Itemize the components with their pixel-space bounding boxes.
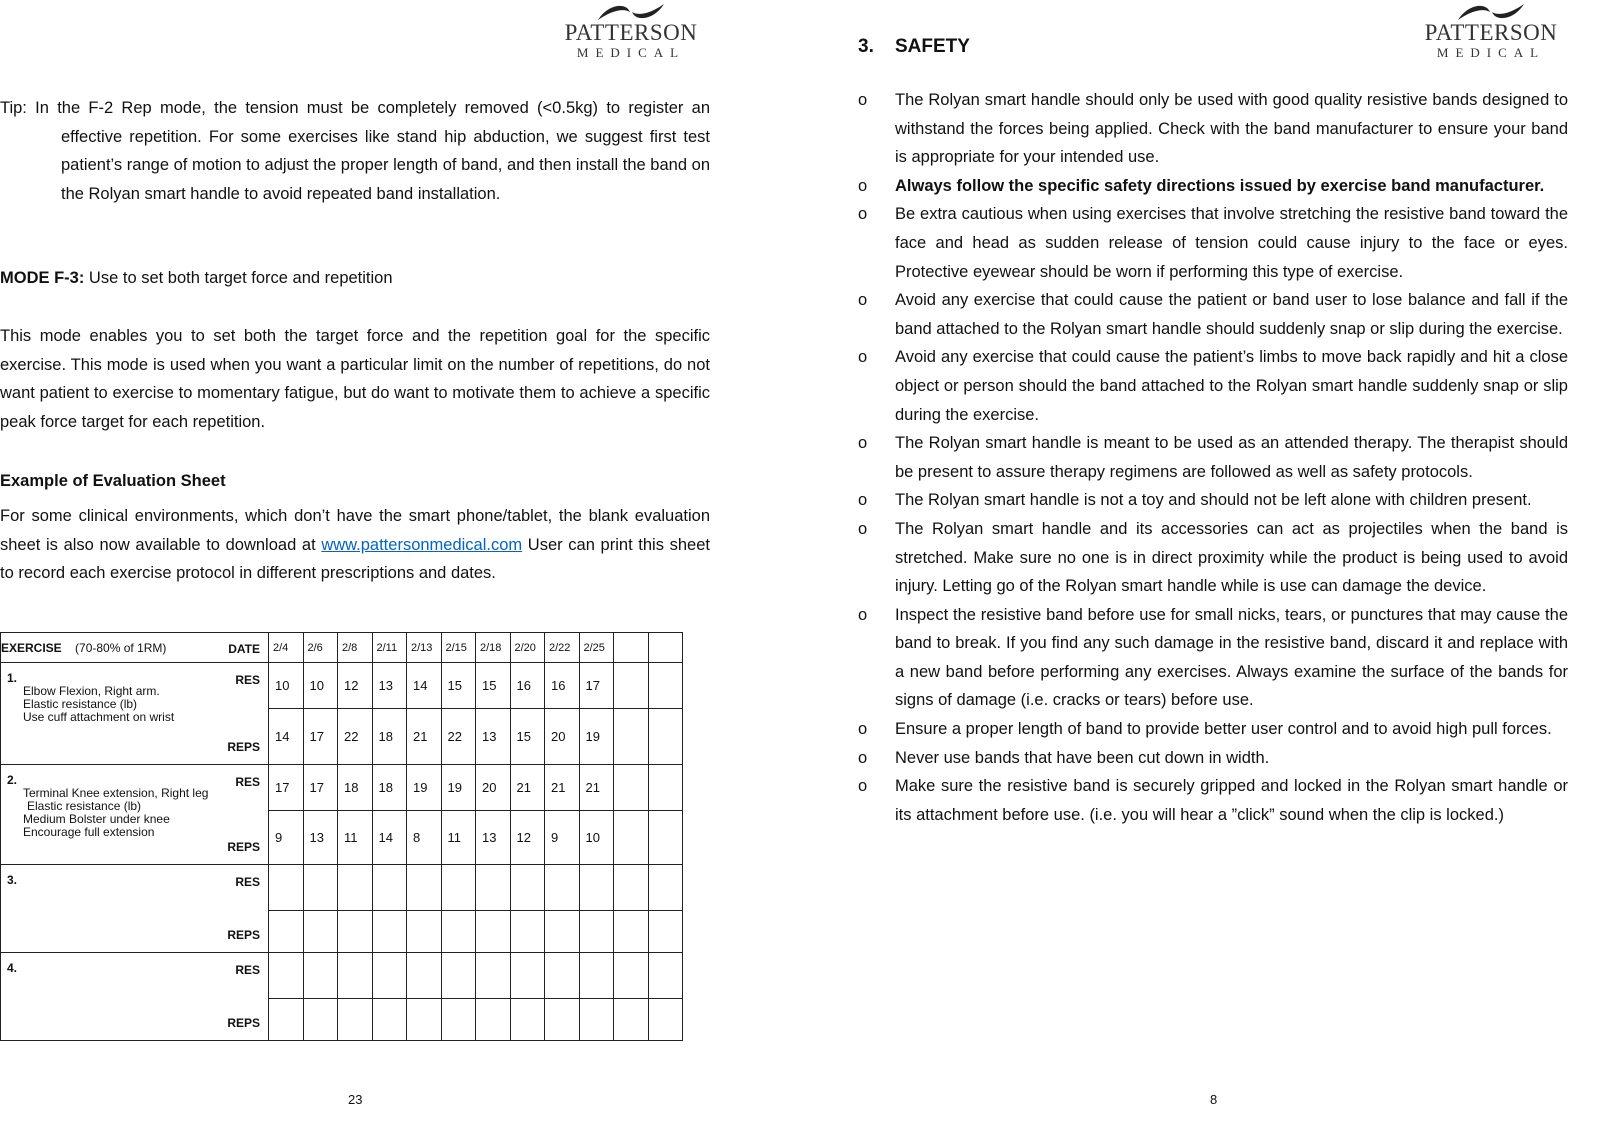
res-value-cell xyxy=(579,865,614,911)
safety-item-text: Ensure a proper length of band to provide better user control and to avoid high pull forces. xyxy=(895,720,1552,739)
date-cell: 2/15 xyxy=(441,633,476,663)
res-value-cell xyxy=(510,865,545,911)
res-value-cell: 10 xyxy=(269,663,304,709)
res-value-cell xyxy=(303,953,338,999)
res-value-cell xyxy=(441,953,476,999)
res-value-cell xyxy=(545,865,580,911)
res-value-cell xyxy=(614,865,649,911)
reps-value-cell xyxy=(441,999,476,1041)
res-value-cell: 14 xyxy=(407,663,442,709)
date-cell: 2/8 xyxy=(338,633,373,663)
reps-value-cell xyxy=(648,811,683,865)
patterson-website-link[interactable]: www.pattersonmedical.com xyxy=(321,535,523,554)
safety-item-text: Make sure the resistive band is securely gripped and locked in the Rolyan smart handle or its attachment before use. (i.e. you will hear a ”click” sound when the clip is locked.) xyxy=(895,777,1568,824)
mode-f3-label: MODE F-3: xyxy=(0,269,85,287)
bullet-icon: o xyxy=(858,291,868,310)
safety-item-text: Be extra cautious when using exercises that involve stretching the resistive band toward the face and head as sudden release of tension could cause injury to the face or eyes. Protective eyewear should be worn if performing this type of exercise. xyxy=(895,205,1568,281)
res-row xyxy=(1,865,683,911)
exercise-number: 1. xyxy=(7,671,18,685)
res-value-cell: 17 xyxy=(269,765,304,811)
bullet-icon: o xyxy=(858,605,868,624)
example-heading: Example of Evaluation Sheet xyxy=(0,472,226,490)
safety-item xyxy=(858,744,1568,773)
reps-value-cell xyxy=(545,911,580,953)
safety-item-text: Inspect the resistive band before use for small nicks, tears, or punctures that may cause the band to break. If you find any such damage in the resistive band, discard it and replace with a new band before performing any exercises. Always examine the surface of the bands for signs of damage (i.e. cracks or tears) before use. xyxy=(895,605,1568,710)
safety-item xyxy=(858,515,1568,601)
res-row xyxy=(1,765,683,811)
safety-item xyxy=(858,343,1568,429)
safety-item xyxy=(858,486,1568,515)
reps-value-cell: 21 xyxy=(407,709,442,765)
bullet-icon: o xyxy=(858,348,868,367)
safety-item xyxy=(858,429,1568,486)
safety-item-text: Always follow the specific safety directions issued by exercise band manufacturer. xyxy=(895,176,1545,195)
safety-item xyxy=(858,715,1568,744)
reps-value-cell: 11 xyxy=(338,811,373,865)
patterson-logo-left xyxy=(556,0,706,70)
mode-f3-description: This mode enables you to set both the target force and the repetition goal for the specific exercise. This mode is used when you want a particular limit on the number of repetitions, do not want patient to exercise to momentary fatigue, but do want to motivate them to achieve a specific peak force target for each repetition. xyxy=(0,327,710,431)
reps-value-cell: 13 xyxy=(303,811,338,865)
table-header-row xyxy=(1,633,683,663)
logo-name: PATTERSON xyxy=(564,20,698,45)
reps-value-cell xyxy=(338,911,373,953)
exercise-number: 3. xyxy=(7,873,18,887)
reps-value-cell xyxy=(303,911,338,953)
reps-value-cell: 8 xyxy=(407,811,442,865)
reps-value-cell: 14 xyxy=(269,709,304,765)
res-value-cell: 15 xyxy=(441,663,476,709)
exercise-notes xyxy=(23,787,208,839)
exercise-note-line: Medium Bolster under knee xyxy=(23,812,170,826)
safety-item xyxy=(858,772,1568,829)
safety-title: 3. SAFETY xyxy=(858,36,970,57)
tip-text: Tip: In the F-2 Rep mode, the tension must be completely removed (<0.5kg) to register an effective repetition. For some exercises like stand hip abduction, we suggest first test patient’s range of motion to adjust the proper length of band, and then install the band on the Rolyan smart handle to avoid repeated band installation. xyxy=(0,99,710,203)
res-value-cell xyxy=(648,765,683,811)
exercise-description-cell xyxy=(1,865,269,953)
res-value-cell xyxy=(510,953,545,999)
reps-value-cell xyxy=(303,999,338,1041)
res-value-cell: 18 xyxy=(372,765,407,811)
exercise-description-cell xyxy=(1,765,269,865)
date-cell: 2/4 xyxy=(269,633,304,663)
date-cell xyxy=(614,633,649,663)
res-value-cell: 21 xyxy=(510,765,545,811)
reps-value-cell xyxy=(510,911,545,953)
bullet-icon: o xyxy=(858,777,868,796)
res-label: RES xyxy=(235,775,260,789)
safety-item xyxy=(858,172,1568,201)
safety-item xyxy=(858,601,1568,715)
reps-value-cell: 22 xyxy=(441,709,476,765)
res-value-cell xyxy=(614,663,649,709)
safety-item-text: The Rolyan smart handle is meant to be used as an attended therapy. The therapist should be present to assure therapy regimens are followed as well as safety protocols. xyxy=(895,434,1568,481)
safety-list xyxy=(858,86,1568,829)
reps-value-cell xyxy=(648,911,683,953)
reps-value-cell xyxy=(545,999,580,1041)
res-value-cell: 16 xyxy=(510,663,545,709)
exercise-note-line: Terminal Knee extension, Right leg xyxy=(23,786,209,800)
reps-value-cell: 13 xyxy=(476,709,511,765)
reps-value-cell: 19 xyxy=(579,709,614,765)
res-label: RES xyxy=(235,673,260,687)
safety-item-text: Avoid any exercise that could cause the patient or band user to lose balance and fall if the band attached to the Rolyan smart handle should suddenly snap or slip during the exercise. xyxy=(895,291,1568,338)
res-value-cell xyxy=(407,953,442,999)
res-value-cell xyxy=(303,865,338,911)
safety-item xyxy=(858,86,1568,172)
reps-value-cell: 17 xyxy=(303,709,338,765)
res-value-cell xyxy=(614,765,649,811)
logo-name: PATTERSON xyxy=(1424,20,1558,45)
exercise-note-line: Elastic resistance (lb) xyxy=(27,799,142,813)
reps-label: REPS xyxy=(227,840,260,854)
reps-value-cell: 13 xyxy=(476,811,511,865)
res-value-cell: 21 xyxy=(545,765,580,811)
date-label: DATE xyxy=(228,642,260,656)
res-value-cell: 18 xyxy=(338,765,373,811)
res-value-cell: 15 xyxy=(476,663,511,709)
exercise-note-line: Elbow Flexion, Right arm. xyxy=(23,684,160,698)
date-cell: 2/11 xyxy=(372,633,407,663)
bullet-icon: o xyxy=(858,519,868,538)
res-value-cell xyxy=(614,953,649,999)
res-value-cell xyxy=(338,953,373,999)
bullet-icon: o xyxy=(858,491,868,510)
exercise-header: EXERCISE xyxy=(1,640,62,655)
res-value-cell: 10 xyxy=(303,663,338,709)
exercise-subheader: (70-80% of 1RM) xyxy=(75,640,167,655)
example-text-1: For some clinical environments, which don’t have the smart phone/tablet, the blank evaluation sheet is also now available to download at xyxy=(0,507,710,554)
res-value-cell: 17 xyxy=(303,765,338,811)
right-page-number: 8 xyxy=(1210,1092,1218,1107)
reps-value-cell xyxy=(648,999,683,1041)
res-value-cell: 19 xyxy=(407,765,442,811)
exercise-number: 2. xyxy=(7,773,18,787)
reps-value-cell: 20 xyxy=(545,709,580,765)
exercise-note-line: Elastic resistance (lb) xyxy=(23,697,138,711)
res-value-cell xyxy=(441,865,476,911)
reps-label: REPS xyxy=(227,1016,260,1030)
date-cell: 2/25 xyxy=(579,633,614,663)
reps-value-cell xyxy=(476,911,511,953)
safety-item-text: The Rolyan smart handle should only be used with good quality resistive bands designed to withstand the forces being applied. Check with the band manufacturer to ensure your band is appropriate for your intended use. xyxy=(895,91,1568,167)
bullet-icon: o xyxy=(858,434,868,453)
reps-value-cell xyxy=(648,709,683,765)
reps-value-cell: 9 xyxy=(545,811,580,865)
res-value-cell xyxy=(579,953,614,999)
safety-item xyxy=(858,286,1568,343)
res-value-cell xyxy=(372,953,407,999)
patterson-logo-right xyxy=(1416,0,1566,70)
res-value-cell: 20 xyxy=(476,765,511,811)
exercise-note-line: Use cuff attachment on wrist xyxy=(23,710,175,724)
res-value-cell xyxy=(338,865,373,911)
bullet-icon: o xyxy=(858,205,868,224)
safety-item-text: The Rolyan smart handle is not a toy and should not be left alone with children present. xyxy=(895,491,1532,510)
res-value-cell: 16 xyxy=(545,663,580,709)
date-cell: 2/6 xyxy=(303,633,338,663)
res-value-cell xyxy=(407,865,442,911)
reps-value-cell xyxy=(614,999,649,1041)
res-value-cell: 13 xyxy=(372,663,407,709)
date-cell xyxy=(648,633,683,663)
safety-item-text: Never use bands that have been cut down in width. xyxy=(895,748,1270,767)
reps-value-cell: 9 xyxy=(269,811,304,865)
reps-label: REPS xyxy=(227,740,260,754)
logo-sub: MEDICAL xyxy=(1436,45,1546,60)
example-paragraph xyxy=(0,502,710,588)
res-value-cell xyxy=(648,663,683,709)
res-value-cell xyxy=(372,865,407,911)
res-value-cell xyxy=(476,953,511,999)
bullet-icon: o xyxy=(858,720,868,739)
reps-value-cell xyxy=(372,999,407,1041)
res-label: RES xyxy=(235,963,260,977)
res-value-cell: 12 xyxy=(338,663,373,709)
date-cell: 2/20 xyxy=(510,633,545,663)
res-value-cell xyxy=(269,953,304,999)
reps-value-cell: 14 xyxy=(372,811,407,865)
bullet-icon: o xyxy=(858,91,868,109)
exercise-description-cell xyxy=(1,953,269,1041)
logo-sub: MEDICAL xyxy=(576,45,686,60)
reps-value-cell xyxy=(269,911,304,953)
res-value-cell xyxy=(269,865,304,911)
mode-f3-text: Use to set both target force and repetition xyxy=(84,269,393,287)
res-label: RES xyxy=(235,875,260,889)
reps-value-cell: 22 xyxy=(338,709,373,765)
reps-value-cell xyxy=(372,911,407,953)
tip-paragraph xyxy=(0,94,710,208)
reps-value-cell: 11 xyxy=(441,811,476,865)
reps-value-cell xyxy=(614,709,649,765)
reps-value-cell xyxy=(407,911,442,953)
example-text-2: User can print this sheet to record each exercise protocol in different prescriptions and dates. xyxy=(0,535,710,583)
exercise-note-line: Encourage full extension xyxy=(23,825,155,839)
res-value-cell xyxy=(545,953,580,999)
res-value-cell: 17 xyxy=(579,663,614,709)
bullet-icon: o xyxy=(858,748,868,767)
reps-value-cell xyxy=(441,911,476,953)
safety-item xyxy=(858,200,1568,286)
exercise-header-cell xyxy=(1,633,269,663)
reps-label: REPS xyxy=(227,928,260,942)
exercise-number: 4. xyxy=(7,961,18,975)
exercise-description-cell xyxy=(1,663,269,765)
reps-value-cell: 18 xyxy=(372,709,407,765)
res-value-cell xyxy=(648,865,683,911)
reps-value-cell: 12 xyxy=(510,811,545,865)
res-value-cell: 19 xyxy=(441,765,476,811)
evaluation-sheet-table xyxy=(0,632,683,1041)
reps-value-cell xyxy=(579,911,614,953)
reps-value-cell xyxy=(579,999,614,1041)
res-value-cell xyxy=(476,865,511,911)
safety-item-text: The Rolyan smart handle and its accessories can act as projectiles when the band is stretched. Make sure no one is in direct proximity while the product is being used to avoid injury. Letting go of the Rolyan smart handle while is use can damage the device. xyxy=(895,519,1568,596)
date-cell: 2/13 xyxy=(407,633,442,663)
res-value-cell: 21 xyxy=(579,765,614,811)
reps-value-cell xyxy=(510,999,545,1041)
date-cell: 2/22 xyxy=(545,633,580,663)
left-page-number: 23 xyxy=(348,1092,363,1107)
reps-value-cell xyxy=(614,811,649,865)
safety-item-text: Avoid any exercise that could cause the patient’s limbs to move back rapidly and hit a close object or person should the band attached to the Rolyan smart handle suddenly snap or slip during the exercise. xyxy=(895,348,1568,424)
reps-value-cell xyxy=(614,911,649,953)
bullet-icon: o xyxy=(858,176,868,195)
reps-value-cell xyxy=(476,999,511,1041)
mode-f3-line xyxy=(0,264,710,293)
res-row xyxy=(1,663,683,709)
reps-value-cell xyxy=(269,999,304,1041)
res-value-cell xyxy=(648,953,683,999)
res-row xyxy=(1,953,683,999)
reps-value-cell xyxy=(338,999,373,1041)
reps-value-cell: 10 xyxy=(579,811,614,865)
exercise-notes xyxy=(23,685,174,724)
reps-value-cell xyxy=(407,999,442,1041)
date-cell: 2/18 xyxy=(476,633,511,663)
reps-value-cell: 15 xyxy=(510,709,545,765)
